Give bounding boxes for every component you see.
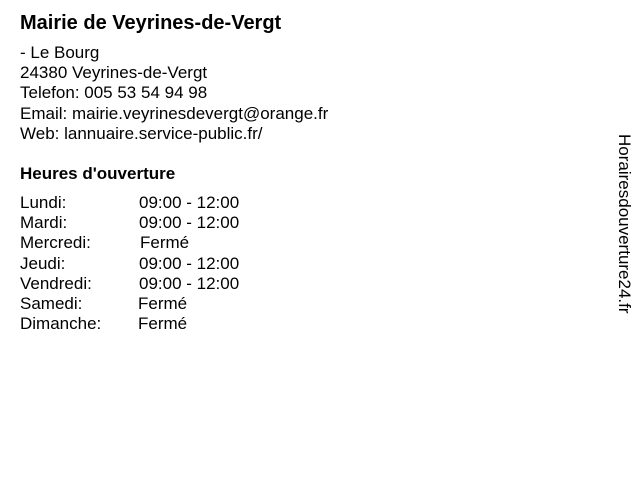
city-line: 24380 Veyrines-de-Vergt [20,63,208,83]
web-line: Web: lannuaire.service-public.fr/ [20,123,263,143]
hours-row-friday [20,274,280,294]
hours-row-saturday [20,294,280,314]
day-label: Jeudi: [20,253,66,273]
time-value: Fermé [140,233,190,253]
street-line: - Le Bourg [20,43,100,62]
hours-row-tuesday [20,213,280,233]
page-title: Mairie de Veyrines-de-Vergt [20,12,282,34]
email-line: Email: mairie.veyrinesdevergt@orange.fr [20,103,329,123]
time-value: 09:00 - 12:00 [139,273,240,293]
hours-row-monday [20,193,280,213]
hours-row-wednesday [20,233,280,253]
day-label: Lundi: [20,193,67,212]
day-label: Dimanche: [20,314,102,334]
time-value: 09:00 - 12:00 [139,213,240,233]
hours-list [20,193,280,334]
hours-row-thursday [20,254,280,274]
time-value: 09:00 - 12:00 [139,253,240,273]
phone-line: Telefon: 005 53 54 94 98 [20,83,208,103]
day-label: Vendredi: [20,273,92,293]
day-label: Mardi: [20,213,68,233]
hours-heading: Heures d'ouverture [20,164,176,183]
time-value: 09:00 - 12:00 [139,193,240,212]
time-value: Fermé [138,314,188,334]
site-watermark-text: Horairesdouverture24.fr [615,134,634,314]
address-block [20,43,328,144]
hours-row-sunday [20,314,280,334]
day-label: Mercredi: [20,233,91,253]
time-value: Fermé [138,293,188,313]
day-label: Samedi: [20,293,83,313]
